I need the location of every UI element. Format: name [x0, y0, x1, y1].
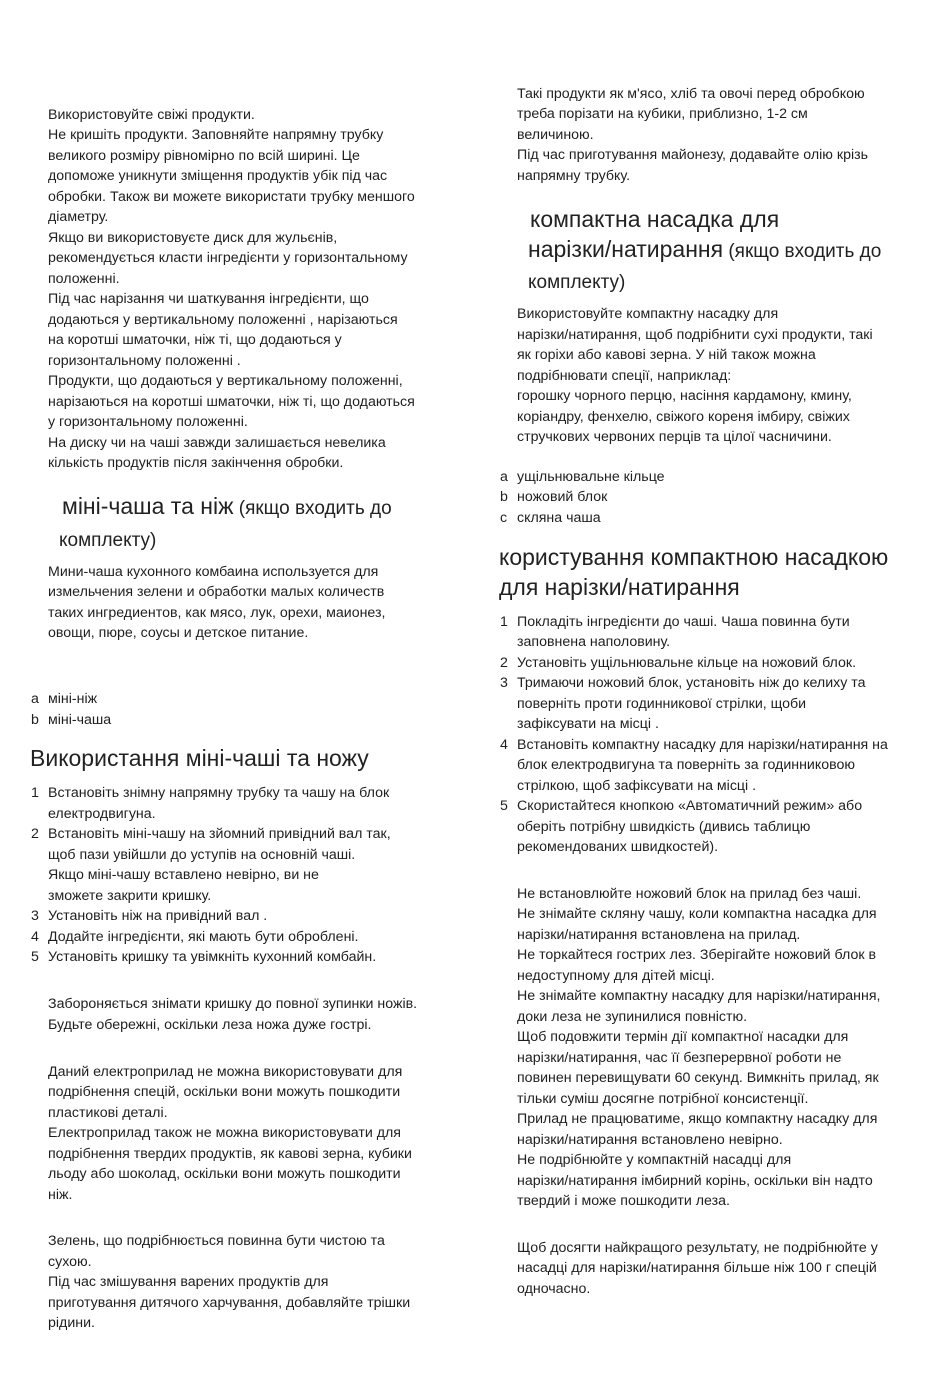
desc-line: горошку чорного перцю, насіння кардамону, кмину,	[517, 388, 852, 404]
warning-line: Будьте обережні, оскільки леза ножа дуже гострі.	[48, 1017, 372, 1033]
step-text: зможете закрити кришку.	[48, 888, 212, 904]
part-label: ножовий блок	[517, 489, 608, 505]
step-text: Скористайтеся кнопкою «Автоматичний режим» або	[517, 798, 863, 814]
tip-line: нарізаються на коротші шматочки, ніж ті, що додаються	[48, 394, 415, 410]
desc-line: як горіхи або кавові зерна. У ній також можна	[517, 347, 816, 363]
part-label: ущільнювальне кільце	[517, 469, 665, 485]
warning-line: доки леза не зупинилися повністю.	[517, 1009, 748, 1025]
desc-line: коріандру, фенхелю, свіжого кореня імбиру, свіжих	[517, 409, 850, 425]
minibowl-heading	[62, 491, 392, 524]
minibowl-heading-sub2: комплекту)	[59, 530, 157, 551]
warning-line: Не торкайтеся гострих лез. Зберігайте ножовий блок в	[517, 947, 877, 963]
warning-line: Забороняється знімати кришку до повної зупинки ножів.	[48, 996, 418, 1012]
intro-line: треба порізати на кубики, приблизно, 1-2 см	[517, 106, 808, 122]
step-number: 4	[500, 737, 508, 753]
warning-line: тільки суміш досягне потрібної консистенції.	[517, 1091, 809, 1107]
tip-line: горизонтальному положенні .	[48, 353, 241, 369]
step-text: блок електродвигуна та поверніть за годинниковою	[517, 757, 856, 773]
step-number: 2	[31, 826, 39, 842]
part-letter: a	[31, 691, 39, 707]
hint-line: насадці для нарізки/натирання більше ніж 100 г спецій	[517, 1260, 877, 1276]
hint-line: Щоб досягти найкращого результату, не подрібнюйте у	[517, 1240, 878, 1256]
warning-line: недоступному для дітей місці.	[517, 968, 715, 984]
hint-line: рідини.	[48, 1315, 95, 1331]
warning-line: Не знімайте скляну чашу, коли компактна насадка для	[517, 906, 877, 922]
compact-usage-heading: користування компактною насадкою	[499, 544, 889, 570]
step-text: заповнена наполовину.	[517, 634, 671, 650]
desc-line: подрібнювати спеції, наприклад:	[517, 368, 732, 384]
tip-line: великого розміру рівномірно по всій ширині. Це	[48, 148, 360, 164]
hint-line: Під час змішування варених продуктів для	[48, 1274, 329, 1290]
caution-line: подрібнення спецій, оскільки вони можуть пошкодити	[48, 1084, 401, 1100]
tip-line: положенні.	[48, 271, 120, 287]
compact-heading-sub: (якщо входить до	[723, 241, 882, 262]
minibowl-heading-main: міні-чаша та ніж	[62, 493, 234, 519]
part-label: міні-ніж	[48, 691, 98, 707]
warning-line: Щоб подовжити термін дії компактної насадки для	[517, 1029, 849, 1045]
caution-line: Електроприлад також не можна використовувати для	[48, 1125, 401, 1141]
step-text: електродвигуна.	[48, 806, 156, 822]
compact-heading-sub2: комплекту)	[528, 272, 626, 293]
tip-line: обробки. Також ви можете використати трубку меншого	[48, 189, 415, 205]
warning-line: Не встановлюйте ножовий блок на прилад без чаші.	[517, 886, 862, 902]
desc-line: Мини-чаша кухонного комбаина используется для	[48, 564, 379, 580]
caution-line: Даний електроприлад не можна використовувати для	[48, 1064, 403, 1080]
step-text: стрілкою, щоб зафіксувати на місці .	[517, 778, 757, 794]
hint-line: приготування дитячого харчування, добавляйте трішки	[48, 1295, 411, 1311]
step-number: 3	[500, 675, 508, 691]
intro-line: напрямну трубку.	[517, 168, 631, 184]
tip-line: діаметру.	[48, 209, 109, 225]
step-text: Додайте інгредієнти, які мають бути оброблені.	[48, 929, 359, 945]
tip-line: рекомендується класти інгредієнти у горизонтальному	[48, 250, 408, 266]
step-text: Покладіть інгредієнти до чаші. Чаша повинна бути	[517, 614, 850, 630]
hint-line: сухою.	[48, 1254, 92, 1270]
usage-heading: Використання міні-чаші та ножу	[30, 745, 369, 771]
tip-line: Під час нарізання чи шаткування інгредієнти, що	[48, 291, 369, 307]
tip-line: додаються у вертикальному положенні , нарізаються	[48, 312, 398, 328]
step-number: 3	[31, 908, 39, 924]
minibowl-heading-cont	[59, 523, 156, 556]
tip-line: Використовуйте свіжі продукти.	[48, 107, 255, 123]
step-text: щоб пази увійшли до уступів на основній чаші.	[48, 847, 356, 863]
tip-line: кількість продуктів після закінчення обробки.	[48, 455, 344, 471]
warning-line: Не знімайте компактну насадку для нарізки/натирання,	[517, 988, 881, 1004]
desc-line: стручкових червоних перців та цілої часничини.	[517, 429, 832, 445]
step-number: 2	[500, 655, 508, 671]
desc-line: нарізки/натирання, щоб подрібнити сухі продукти, такі	[517, 327, 873, 343]
step-text: Тримаючи ножовий блок, установіть ніж до келиху та	[517, 675, 866, 691]
warning-line: нарізки/натирання встановлена на прилад.	[517, 927, 801, 943]
tip-line: Продукти, що додаються у вертикальному положенні,	[48, 373, 403, 389]
part-letter: b	[31, 712, 39, 728]
warning-line: Прилад не працюватиме, якщо компактну насадку для	[517, 1111, 878, 1127]
compact-heading-line3	[528, 265, 625, 298]
desc-line: таких ингредиентов, как мясо, лук, орехи, маионез,	[48, 605, 386, 621]
intro-line: Такі продукти як м'ясо, хліб та овочі перед обробкою	[517, 86, 865, 102]
desc-line: измельчения зелени и обработки малых количеств	[48, 584, 385, 600]
step-text: зафіксувати на місці .	[517, 716, 659, 732]
warning-line: повинен перевищувати 60 секунд. Вимкніть прилад, як	[517, 1070, 879, 1086]
desc-line: овощи, пюре, соусы и детское питание.	[48, 625, 309, 641]
step-text: Встановіть компактну насадку для нарізки/натирання на	[517, 737, 888, 753]
step-text: поверніть проти годинникової стрілки, щоби	[517, 696, 807, 712]
part-letter: c	[500, 510, 508, 526]
part-letter: b	[500, 489, 508, 505]
warning-line: нарізки/натирання встановлено невірно.	[517, 1132, 783, 1148]
step-number: 5	[31, 949, 39, 965]
warning-line: нарізки/натирання імбирний корінь, оскільки він надто	[517, 1173, 873, 1189]
tip-line: Якщо ви використовуєте диск для жульєнів,	[48, 230, 338, 246]
minibowl-heading-sub: (якщо входить до	[233, 498, 392, 519]
step-text: Установіть ущільнювальне кільце на ножовий блок.	[517, 655, 857, 671]
warning-line: твердий і може пошкодити леза.	[517, 1193, 730, 1209]
tip-line: на коротші шматочки, ніж ті, що додаються у	[48, 332, 342, 348]
desc-line: Використовуйте компактну насадку для	[517, 306, 779, 322]
step-number: 1	[31, 785, 39, 801]
step-text: Установіть ніж на привідний вал .	[48, 908, 268, 924]
step-number: 4	[31, 929, 39, 945]
warning-line: Не подрібнюйте у компактній насадці для	[517, 1152, 792, 1168]
part-label: скляна чаша	[517, 510, 601, 526]
part-letter: a	[500, 469, 508, 485]
step-text: Встановіть знімну напрямну трубку та чашу на блок	[48, 785, 390, 801]
caution-line: подрібнення твердих продуктів, як кавові зерна, кубики	[48, 1146, 412, 1162]
step-text: Якщо міні-чашу вставлено невірно, ви не	[48, 867, 319, 883]
tip-line: допоможе уникнути зміщення продуктів убік під час	[48, 168, 388, 184]
hint-line: одночасно.	[517, 1281, 591, 1297]
step-text: Установіть кришку та увімкніть кухонний комбайн.	[48, 949, 377, 965]
compact-heading-main: нарізки/натирання	[528, 236, 724, 262]
part-label: міні-чаша	[48, 712, 112, 728]
intro-line: величиною.	[517, 127, 594, 143]
hint-line: Зелень, що подрібнюється повинна бути чистою та	[48, 1233, 385, 1249]
step-text: рекомендованих швидкостей).	[517, 839, 719, 855]
intro-line: Під час приготування майонезу, додавайте олію крізь	[517, 147, 869, 163]
warning-line: нарізки/натирання, час її безперервної роботи не	[517, 1050, 842, 1066]
step-number: 5	[500, 798, 508, 814]
step-text: оберіть потрібну швидкість (дивись таблицю	[517, 819, 811, 835]
tip-line: у горизонтальному положенні.	[48, 414, 248, 430]
compact-heading: компактна насадка для	[530, 206, 780, 232]
step-text: Встановіть міні-чашу на зйомний привідний вал так,	[48, 826, 391, 842]
tip-line: На диску чи на чаші завжди залишається невелика	[48, 435, 386, 451]
caution-line: пластикові деталі.	[48, 1105, 168, 1121]
caution-line: льоду або шоколад, оскільки вони можуть пошкодити	[48, 1166, 401, 1182]
compact-usage-heading-line2: для нарізки/натирання	[499, 574, 740, 600]
step-number: 1	[500, 614, 508, 630]
tip-line: Не кришіть продукти. Заповняйте напрямну трубку	[48, 127, 384, 143]
compact-heading-line2	[528, 234, 881, 267]
caution-line: ніж.	[48, 1187, 73, 1203]
